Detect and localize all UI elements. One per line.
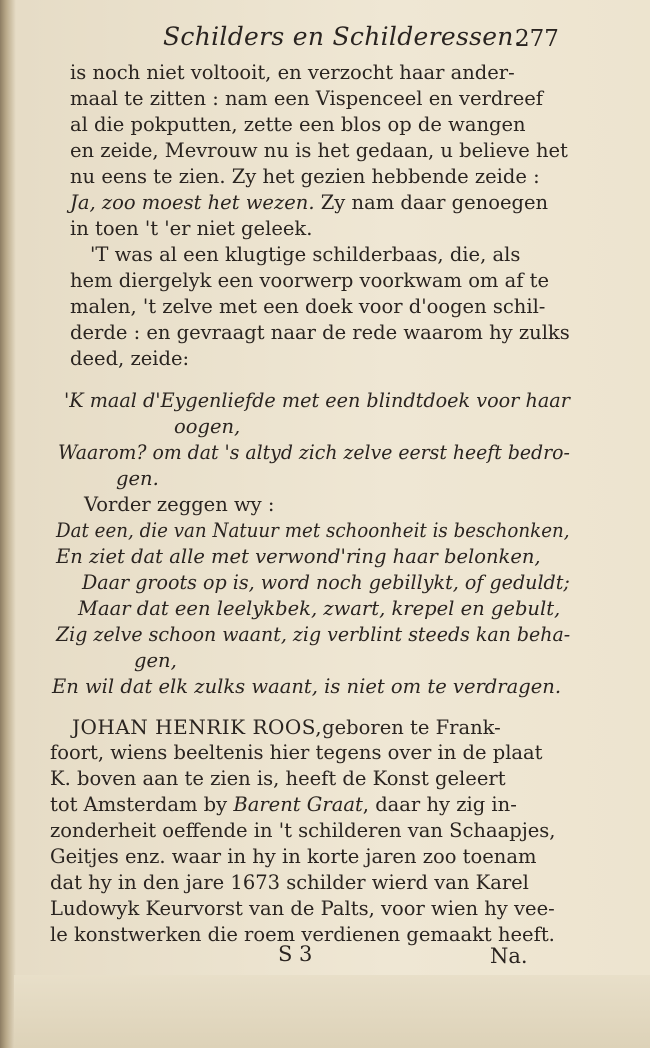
text-line: K. boven aan te zien is, heeft de Konst geleert: [50, 767, 506, 790]
text-line: derde : en gevraagt naar de rede waarom hy zulks: [70, 321, 570, 344]
text-line: malen, 't zelve met een doek voor d'oogen schil-: [70, 295, 546, 318]
text-line: en zeide, Mevrouw nu is het gedaan, u believe het: [70, 139, 568, 162]
paragraph-start: [72, 714, 501, 740]
artist-name: JOHAN HENRIK ROOS,: [72, 715, 323, 739]
page-footer: [0, 942, 650, 972]
text-line: le konstwerken die roem verdienen gemaakt heeft.: [50, 923, 555, 946]
verse-line: 'K maal d'Eygenliefde met een blindtdoek voor haar: [64, 389, 570, 412]
verse-line: oogen,: [174, 415, 241, 438]
verse-line: gen,: [134, 649, 177, 672]
text-line: foort, wiens beeltenis hier tegens over in de plaat: [50, 741, 543, 764]
text-span: , daar hy zig in-: [362, 793, 517, 816]
verse-line: En ziet dat alle met verwond'ring haar belonken,: [56, 545, 541, 568]
running-head: Schilders en Schilderessen.: [163, 22, 522, 51]
text-line: dat hy in den jare 1673 schilder wierd van Karel: [50, 871, 529, 894]
text-line: deed, zeide:: [70, 347, 190, 370]
text-span: tot Amsterdam by: [50, 793, 234, 816]
signature-mark: S 3: [278, 942, 313, 966]
verse-line: Maar dat een leelykbek, zwart, krepel en gebult,: [78, 597, 561, 620]
page-header: [0, 22, 650, 56]
text-line: is noch niet voltooit, en verzocht haar ander-: [70, 61, 515, 84]
catchword: Na.: [490, 944, 528, 968]
text-line: hem diergelyk een voorwerp voorkwam om af te: [70, 269, 550, 292]
text-line: zonderheit oeffende in 't schilderen van Schaapjes,: [50, 819, 556, 842]
verse-line: En wil dat elk zulks waant, is niet om te verdragen.: [52, 675, 562, 698]
verse-line: Zig zelve schoon waant, zig verblint steeds kan beha-: [56, 623, 571, 646]
text-line: nu eens te zien. Zy het gezien hebbende zeide :: [70, 165, 540, 188]
text-line: Geitjes enz. waar in hy in korte jaren zoo toenam: [50, 845, 537, 868]
text-line: in toen 't 'er niet geleek.: [70, 217, 313, 240]
verse-line: Waarom? om dat 's altyd zich zelve eerst heeft bedro-: [58, 441, 570, 464]
text-span: Zy nam daar genoegen: [314, 191, 549, 214]
text-line: Ludowyk Keurvorst van de Palts, voor wien hy vee-: [50, 897, 555, 920]
text-line: al die pokputten, zette een blos op de wangen: [70, 113, 526, 136]
text-line: [70, 190, 548, 216]
verse-line: Daar groots op is, word noch gebillykt, of geduldt;: [82, 571, 570, 594]
verse-line: Dat een, die van Natuur met schoonheit is beschonken,: [56, 519, 570, 542]
text-line: Vorder zeggen wy :: [84, 493, 275, 516]
verse-line: gen.: [116, 467, 159, 490]
page-number: 277: [515, 26, 559, 52]
text-line: [50, 792, 517, 818]
italic-quote: Ja, zoo moest het wezen.: [70, 191, 315, 214]
text-span: geboren te Frank-: [322, 716, 501, 739]
italic-name: Barent Graat: [233, 793, 363, 816]
text-line: maal te zitten : nam een Vispenceel en verdreef: [70, 87, 543, 110]
paragraph-start: 'T was al een klugtige schilderbaas, die, als: [90, 243, 521, 266]
